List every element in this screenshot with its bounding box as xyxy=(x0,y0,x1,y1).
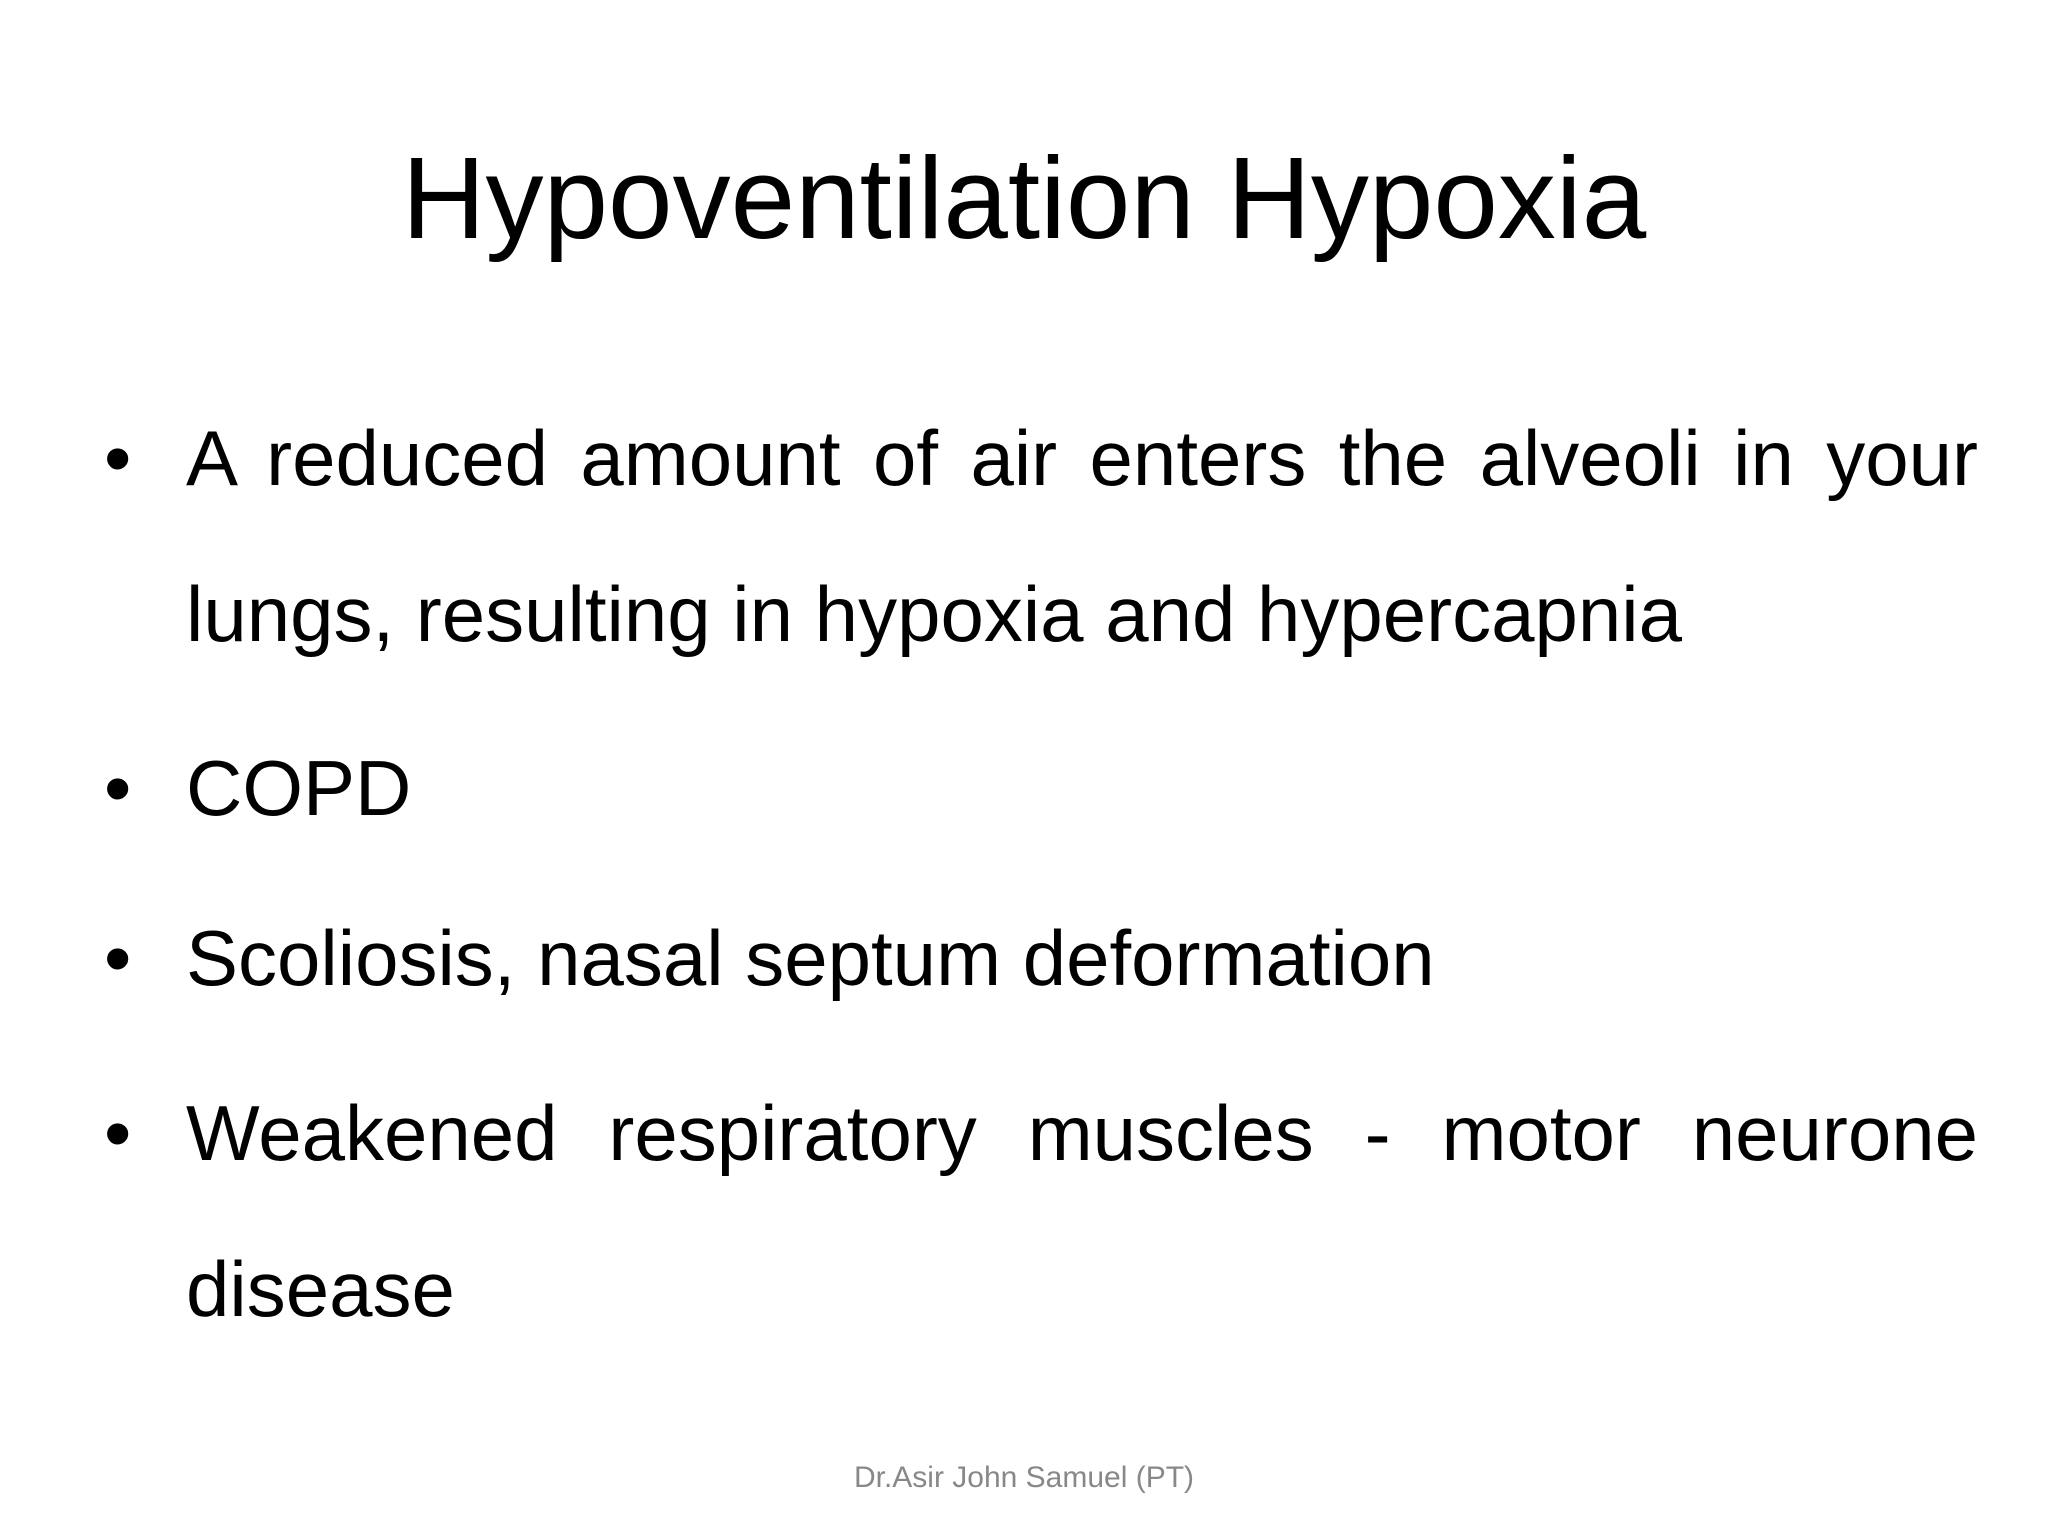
bullet-text: Scoliosis, nasal septum deformation xyxy=(186,914,1435,1002)
bullet-text: COPD xyxy=(186,744,412,832)
bullet-dot-icon: • xyxy=(104,914,132,1002)
bullet-dot-icon: • xyxy=(104,414,132,502)
slide-footer: Dr.Asir John Samuel (PT) xyxy=(853,1461,1195,1494)
bullet-dot-icon: • xyxy=(104,1089,132,1177)
bullet-dot-icon: • xyxy=(104,744,132,832)
bullet-text: A reduced amount of air enters the alveoli in your lungs, resulting in hypoxia and hypercapnia xyxy=(186,414,1978,658)
slide-title: Hypoventilation Hypoxia xyxy=(401,133,1647,263)
bullet-text: Weakened respiratory muscles - motor neurone disease xyxy=(186,1089,1978,1333)
